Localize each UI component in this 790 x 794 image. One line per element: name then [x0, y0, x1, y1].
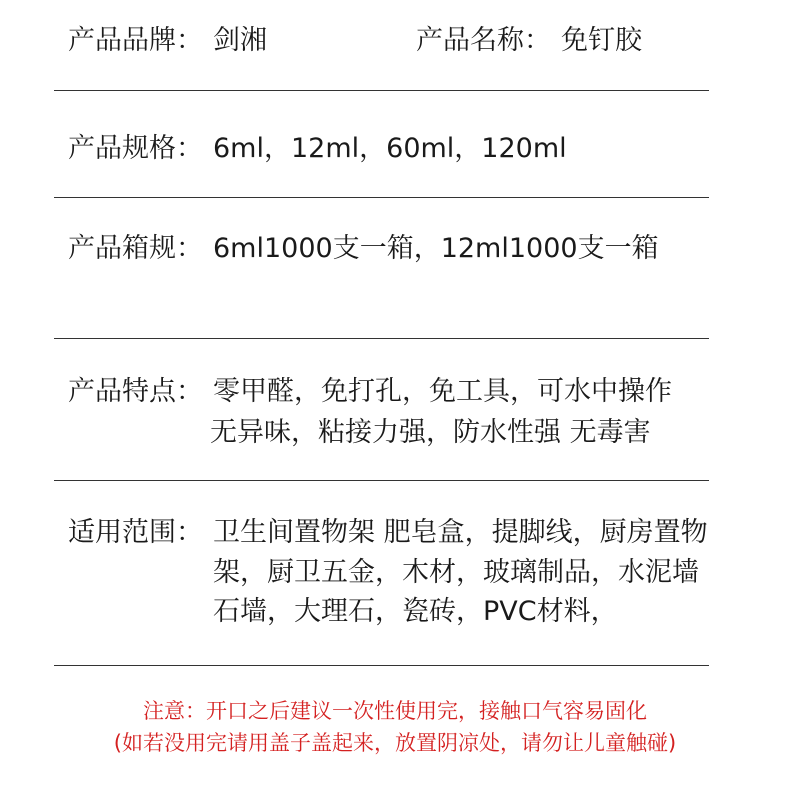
brand-value: 剑湘	[213, 25, 267, 56]
divider	[54, 665, 709, 666]
scope-line-1: 卫生间置物架 肥皂盒，提脚线，厨房置物	[213, 517, 708, 548]
box-label: 产品箱规：	[68, 233, 203, 264]
divider	[54, 90, 709, 91]
scope-line-2: 架，厨卫五金，木材，玻璃制品，水泥墙	[213, 557, 699, 588]
divider	[54, 480, 709, 481]
size-label: 产品规格：	[68, 133, 203, 164]
divider	[54, 197, 709, 198]
box-value: 6ml1000支一箱，12ml1000支一箱	[213, 233, 659, 264]
notice-line-2: (如若没用完请用盖子盖起来，放置阴凉处，请勿让儿童触碰)	[113, 731, 677, 755]
scope-label: 适用范围：	[68, 517, 203, 548]
feature-line-1: 零甲醛，免打孔，免工具，可水中操作	[213, 376, 672, 407]
divider	[54, 338, 709, 339]
feature-line-2: 无异味，粘接力强，防水性强 无毒害	[210, 417, 651, 448]
size-value: 6ml，12ml，60ml，120ml	[213, 133, 567, 164]
scope-line-3: 石墙，大理石，瓷砖，PVC材料，	[213, 596, 618, 627]
brand-label: 产品品牌：	[68, 25, 203, 56]
feature-label: 产品特点：	[68, 376, 203, 407]
name-value: 免钉胶	[561, 25, 642, 56]
notice-line-1: 注意：开口之后建议一次性使用完，接触口气容易固化	[143, 699, 647, 723]
name-label: 产品名称：	[416, 25, 551, 56]
